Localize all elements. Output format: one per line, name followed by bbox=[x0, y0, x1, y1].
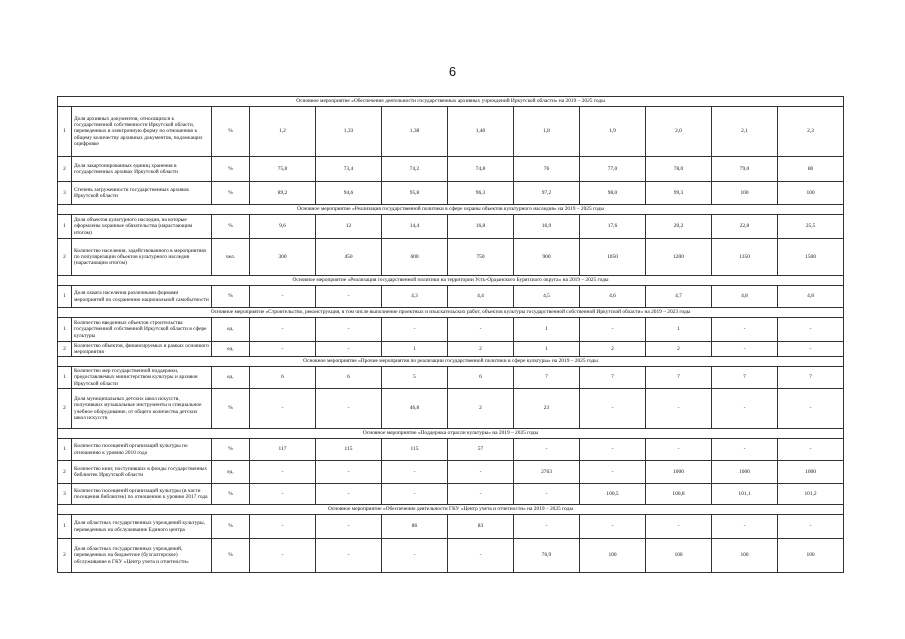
value-cell: 2,1 bbox=[712, 107, 778, 157]
value-cell: 78,0 bbox=[646, 157, 712, 182]
value-cell: 1,9 bbox=[580, 107, 646, 157]
value-cell: - bbox=[250, 461, 316, 484]
value-cell: - bbox=[448, 484, 514, 505]
unit-cell: % bbox=[212, 389, 250, 429]
value-cell: - bbox=[316, 342, 382, 357]
group-header-row bbox=[58, 308, 844, 318]
value-cell: 80 bbox=[778, 157, 844, 182]
value-cell: 4,6 bbox=[580, 286, 646, 308]
value-cell: - bbox=[514, 484, 580, 505]
value-cell: 23 bbox=[514, 389, 580, 429]
value-cell: 94,6 bbox=[316, 182, 382, 205]
value-cell: 1350 bbox=[712, 239, 778, 276]
value-cell: - bbox=[316, 484, 382, 505]
value-cell: - bbox=[448, 318, 514, 342]
value-cell: - bbox=[712, 439, 778, 461]
value-cell: - bbox=[712, 342, 778, 357]
value-cell: 1,40 bbox=[448, 107, 514, 157]
value-cell: 74,8 bbox=[448, 157, 514, 182]
group-header-row bbox=[58, 357, 844, 367]
value-cell: 300 bbox=[250, 239, 316, 276]
value-cell: 117 bbox=[250, 439, 316, 461]
value-cell: 6 bbox=[250, 367, 316, 389]
value-cell: - bbox=[250, 389, 316, 429]
row-number: 1 bbox=[58, 439, 72, 461]
indicator-name: Количество мер государственной поддержки, предоставляемых министерством культуры и архивов Иркутской области bbox=[72, 367, 212, 389]
value-cell: 4,7 bbox=[646, 286, 712, 308]
value-cell: 4,8 bbox=[778, 286, 844, 308]
group-header-row bbox=[58, 276, 844, 286]
value-cell: 1 bbox=[382, 342, 448, 357]
unit-cell: чел. bbox=[212, 239, 250, 276]
row-number: 2 bbox=[58, 539, 72, 573]
unit-cell: % bbox=[212, 215, 250, 239]
table-row bbox=[58, 439, 844, 461]
group-header-row bbox=[58, 505, 844, 515]
row-number: 1 bbox=[58, 515, 72, 539]
value-cell: - bbox=[514, 515, 580, 539]
value-cell: 46,8 bbox=[382, 389, 448, 429]
value-cell: - bbox=[382, 539, 448, 573]
group-title: Основное мероприятие «Прочие мероприятия по реализации государственной политики в сфере культуры» на 2019 – 2025 годы bbox=[58, 357, 844, 367]
value-cell: 600 bbox=[382, 239, 448, 276]
table-row bbox=[58, 484, 844, 505]
value-cell: - bbox=[382, 318, 448, 342]
value-cell: - bbox=[316, 318, 382, 342]
unit-cell: ед. bbox=[212, 318, 250, 342]
table-row bbox=[58, 515, 844, 539]
value-cell: - bbox=[316, 389, 382, 429]
group-title: Основное мероприятие «Обеспечение деятельности государственных архивных учреждений Иркутской области» на 2019 – 2025 годы bbox=[58, 97, 844, 107]
value-cell: - bbox=[250, 539, 316, 573]
value-cell: 76 bbox=[514, 157, 580, 182]
value-cell: 450 bbox=[316, 239, 382, 276]
value-cell: - bbox=[250, 515, 316, 539]
unit-cell: % bbox=[212, 439, 250, 461]
value-cell: 57 bbox=[448, 439, 514, 461]
row-number: 2 bbox=[58, 389, 72, 429]
value-cell: - bbox=[250, 318, 316, 342]
value-cell: 1 bbox=[514, 342, 580, 357]
value-cell: 22,8 bbox=[712, 215, 778, 239]
group-header-row bbox=[58, 97, 844, 107]
value-cell: 12 bbox=[316, 215, 382, 239]
value-cell: 100 bbox=[712, 539, 778, 573]
table-row bbox=[58, 286, 844, 308]
table-row bbox=[58, 107, 844, 157]
value-cell: 4,4 bbox=[448, 286, 514, 308]
row-number: 2 bbox=[58, 342, 72, 357]
value-cell: 1200 bbox=[646, 239, 712, 276]
value-cell: 100 bbox=[646, 539, 712, 573]
value-cell: 1,33 bbox=[316, 107, 382, 157]
value-cell: 73,4 bbox=[316, 157, 382, 182]
value-cell: - bbox=[778, 515, 844, 539]
indicator-name: Степень загруженности государственных архивов Иркутской области bbox=[72, 182, 212, 205]
value-cell: 14,4 bbox=[382, 215, 448, 239]
row-number: 1 bbox=[58, 107, 72, 157]
table-row bbox=[58, 318, 844, 342]
table-row bbox=[58, 389, 844, 429]
unit-cell: % bbox=[212, 539, 250, 573]
value-cell: 1050 bbox=[580, 239, 646, 276]
value-cell: - bbox=[316, 515, 382, 539]
unit-cell: % bbox=[212, 182, 250, 205]
value-cell: - bbox=[580, 461, 646, 484]
value-cell: 2 bbox=[646, 342, 712, 357]
group-header-row bbox=[58, 429, 844, 439]
value-cell: - bbox=[250, 342, 316, 357]
row-number: 1 bbox=[58, 367, 72, 389]
value-cell: 2,3 bbox=[778, 107, 844, 157]
value-cell: 100 bbox=[778, 539, 844, 573]
value-cell: 115 bbox=[382, 439, 448, 461]
value-cell: - bbox=[316, 461, 382, 484]
value-cell: - bbox=[778, 318, 844, 342]
value-cell: 1,38 bbox=[382, 107, 448, 157]
value-cell: 17,6 bbox=[580, 215, 646, 239]
value-cell: - bbox=[580, 439, 646, 461]
table-row bbox=[58, 367, 844, 389]
value-cell: 98,0 bbox=[580, 182, 646, 205]
value-cell: 9,6 bbox=[250, 215, 316, 239]
value-cell: 1000 bbox=[646, 461, 712, 484]
value-cell: 77,0 bbox=[580, 157, 646, 182]
value-cell: 75,8 bbox=[250, 157, 316, 182]
value-cell: 1 bbox=[514, 318, 580, 342]
value-cell: 99,3 bbox=[646, 182, 712, 205]
value-cell: 89,2 bbox=[250, 182, 316, 205]
row-number: 1 bbox=[58, 215, 72, 239]
value-cell: 86 bbox=[382, 515, 448, 539]
value-cell: - bbox=[382, 484, 448, 505]
value-cell: 2 bbox=[448, 389, 514, 429]
value-cell: - bbox=[712, 389, 778, 429]
table-row bbox=[58, 239, 844, 276]
value-cell: 2 bbox=[448, 342, 514, 357]
value-cell: 100 bbox=[778, 182, 844, 205]
indicators-table bbox=[57, 96, 844, 573]
value-cell: 6 bbox=[448, 367, 514, 389]
value-cell: - bbox=[580, 389, 646, 429]
indicator-name: Доля муниципальных детских школ искусств, получивших музыкальные инструменты и специальное учебное оборудование, от общего количества детских школ искусств bbox=[72, 389, 212, 429]
value-cell: 1,8 bbox=[514, 107, 580, 157]
value-cell: - bbox=[316, 286, 382, 308]
value-cell: 83 bbox=[448, 515, 514, 539]
row-number: 2 bbox=[58, 157, 72, 182]
group-title: Основное мероприятие «Реализация государственной политики в сфере охраны объектов культурного наследия» на 2019 – 2025 годы bbox=[58, 205, 844, 215]
value-cell: - bbox=[580, 515, 646, 539]
value-cell: 7 bbox=[712, 367, 778, 389]
value-cell: - bbox=[250, 286, 316, 308]
value-cell: 97,2 bbox=[514, 182, 580, 205]
value-cell: 7 bbox=[580, 367, 646, 389]
value-cell: 100 bbox=[580, 539, 646, 573]
value-cell: 7 bbox=[646, 367, 712, 389]
value-cell: 95,8 bbox=[382, 182, 448, 205]
value-cell: - bbox=[382, 461, 448, 484]
table-body bbox=[58, 97, 844, 573]
value-cell: 750 bbox=[448, 239, 514, 276]
row-number: 2 bbox=[58, 461, 72, 484]
table-row bbox=[58, 342, 844, 357]
value-cell: 1,2 bbox=[250, 107, 316, 157]
value-cell: - bbox=[712, 318, 778, 342]
indicator-name: Доля архивных документов, относящихся к государственной собственности Иркутской области, переведенных в электронную форму по отношению к общему количеству архивных документов, подлежащих оцифровке bbox=[72, 107, 212, 157]
indicator-name: Доля областных государственных учреждений, переведенных на бюджетное (бухгалтерское) обслуживание в ГКУ «Центр учета и отчетности» bbox=[72, 539, 212, 573]
value-cell: 2 bbox=[580, 342, 646, 357]
value-cell: 76,9 bbox=[514, 539, 580, 573]
value-cell: - bbox=[448, 539, 514, 573]
value-cell: - bbox=[646, 439, 712, 461]
table-row bbox=[58, 215, 844, 239]
row-number: 2 bbox=[58, 239, 72, 276]
value-cell: 4,8 bbox=[712, 286, 778, 308]
value-cell: - bbox=[250, 484, 316, 505]
value-cell: 7 bbox=[514, 367, 580, 389]
page-number: 6 bbox=[448, 64, 457, 79]
group-title: Основное мероприятие «Реализация государственной политики на территории Усть-Ордынского Бурятского округа» на 2019 – 2025 годы bbox=[58, 276, 844, 286]
value-cell: 5 bbox=[382, 367, 448, 389]
row-number: 3 bbox=[58, 484, 72, 505]
value-cell: 101,2 bbox=[778, 484, 844, 505]
unit-cell: ед. bbox=[212, 461, 250, 484]
value-cell: 79,0 bbox=[712, 157, 778, 182]
value-cell: - bbox=[580, 318, 646, 342]
value-cell: 16,8 bbox=[448, 215, 514, 239]
indicator-name: Доля закартонированных единиц хранения в государственных архивах Иркутской области bbox=[72, 157, 212, 182]
row-number: 1 bbox=[58, 318, 72, 342]
indicator-name: Доля объектов культурного наследия, на которые оформлены охранные обязательства (нарастающим итогом) bbox=[72, 215, 212, 239]
value-cell: 115 bbox=[316, 439, 382, 461]
value-cell: - bbox=[316, 539, 382, 573]
value-cell: 1000 bbox=[712, 461, 778, 484]
row-number: 1 bbox=[58, 286, 72, 308]
group-header-row bbox=[58, 205, 844, 215]
value-cell: - bbox=[646, 389, 712, 429]
indicator-name: Количество объектов, финансируемых в рамках основного мероприятия bbox=[72, 342, 212, 357]
table-row bbox=[58, 157, 844, 182]
unit-cell: ед. bbox=[212, 342, 250, 357]
unit-cell: % bbox=[212, 107, 250, 157]
value-cell: - bbox=[448, 461, 514, 484]
indicator-name: Количество книг, поступивших в фонды государственных библиотек Иркутской области bbox=[72, 461, 212, 484]
unit-cell: % bbox=[212, 157, 250, 182]
value-cell: 16,9 bbox=[514, 215, 580, 239]
unit-cell: ед. bbox=[212, 367, 250, 389]
value-cell: 6 bbox=[316, 367, 382, 389]
value-cell: - bbox=[514, 439, 580, 461]
unit-cell: % bbox=[212, 515, 250, 539]
unit-cell: % bbox=[212, 286, 250, 308]
indicator-name: Количество введенных объектов строительства государственной собственной Иркутской области в сфере культуры bbox=[72, 318, 212, 342]
indicator-name: Количество населения, задействованного в мероприятиях по популяризации объектов культурного наследия (нарастающим итогом) bbox=[72, 239, 212, 276]
value-cell: 100 bbox=[712, 182, 778, 205]
value-cell: 7 bbox=[778, 367, 844, 389]
value-cell: - bbox=[778, 439, 844, 461]
row-number: 3 bbox=[58, 182, 72, 205]
value-cell: 25,5 bbox=[778, 215, 844, 239]
table-row bbox=[58, 461, 844, 484]
group-title: Основное мероприятие «Обеспечение деятельности ГКУ «Центр учета и отчетности» на 2019 – 2025 годы bbox=[58, 505, 844, 515]
value-cell: 1 bbox=[646, 318, 712, 342]
value-cell: 4,3 bbox=[382, 286, 448, 308]
value-cell: 101,1 bbox=[712, 484, 778, 505]
value-cell: 1000 bbox=[778, 461, 844, 484]
value-cell: 900 bbox=[514, 239, 580, 276]
indicator-name: Количество посещений организаций культуры по отношению к уровню 2010 года bbox=[72, 439, 212, 461]
value-cell: 20,2 bbox=[646, 215, 712, 239]
value-cell: 2,0 bbox=[646, 107, 712, 157]
value-cell: - bbox=[778, 389, 844, 429]
value-cell: - bbox=[778, 342, 844, 357]
indicator-name: Количество посещений организаций культуры (в части посещения библиотек) по отношению к уровню 2017 года bbox=[72, 484, 212, 505]
value-cell: 96,3 bbox=[448, 182, 514, 205]
group-title: Основное мероприятие «Поддержка отрасли культуры» на 2019 – 2025 годы bbox=[58, 429, 844, 439]
value-cell: - bbox=[646, 515, 712, 539]
value-cell: 1500 bbox=[778, 239, 844, 276]
table-row bbox=[58, 539, 844, 573]
value-cell: 2763 bbox=[514, 461, 580, 484]
indicator-name: Доля охвата населения различными формами мероприятий по сохранению национальной самобытности bbox=[72, 286, 212, 308]
value-cell: 74,2 bbox=[382, 157, 448, 182]
value-cell: - bbox=[712, 515, 778, 539]
group-title: Основное мероприятие «Строительство, реконструкция, в том числе выполнение проектных и изыскательских работ, объектов культуры государственной собственной Иркутской области» на 2019 – 2023 годы bbox=[58, 308, 844, 318]
table-row bbox=[58, 182, 844, 205]
value-cell: 100,8 bbox=[646, 484, 712, 505]
value-cell: 100,5 bbox=[580, 484, 646, 505]
indicator-name: Доля областных государственных учреждений культуры, переведенных на обслуживание Единого центра bbox=[72, 515, 212, 539]
unit-cell: % bbox=[212, 484, 250, 505]
value-cell: 4,5 bbox=[514, 286, 580, 308]
